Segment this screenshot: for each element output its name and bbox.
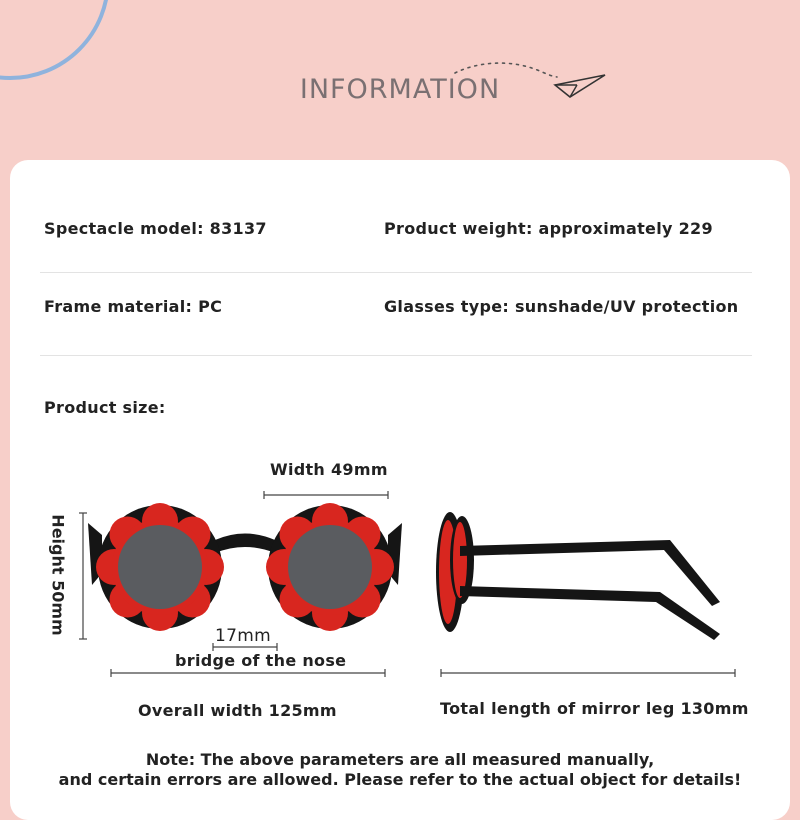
paper-plane-icon [445,55,615,105]
note-line-2: and certain errors are allowed. Please refer to the actual object for details! [58,770,742,789]
width-dimension-label: Width 49mm [270,460,388,479]
leg-length-dimension-line [440,668,736,678]
note-line-1: Note: The above parameters are all measured manually, [145,750,655,769]
product-size-label: Product size: [44,398,166,417]
info-card [10,160,790,820]
overall-width-dimension-line [110,668,386,678]
spec-type: Glasses type: sunshade/UV protection [384,297,739,316]
spec-model: Spectacle model: 83137 [44,219,267,238]
divider [40,272,752,273]
decorative-arc [0,0,110,80]
bridge-dimension-label: bridge of the nose [175,651,347,670]
glasses-side-view [420,510,740,660]
page-title: INFORMATION [299,74,501,105]
spec-material: Frame material: PC [44,297,223,316]
overall-width-label: Overall width 125mm [138,701,337,720]
bridge-dimension-value: 17mm [215,626,271,646]
glasses-front-view [80,495,410,645]
divider [40,355,752,356]
leg-length-label: Total length of mirror leg 130mm [440,699,749,718]
height-dimension-label: Height 50mm [48,514,68,636]
spec-weight: Product weight: approximately 229 [384,219,713,238]
